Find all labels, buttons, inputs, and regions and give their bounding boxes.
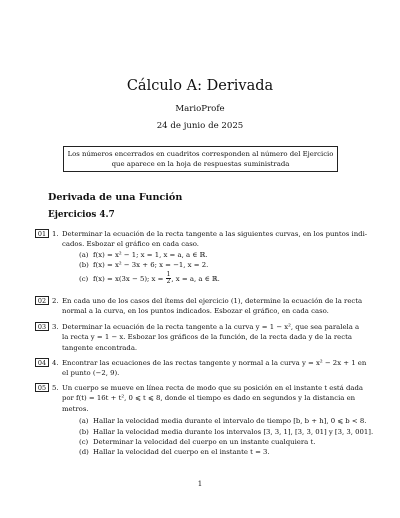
author: MarioProfe	[175, 104, 225, 114]
exercise-3	[35, 322, 365, 353]
exercise-item: (b) Hallar la velocidad media durante los intervalos [3, 3, 1], [3, 3, 01] y [3, 3, 001].	[79, 427, 374, 436]
exercise-number-box: 03	[35, 322, 49, 331]
exercise-line: metros.	[62, 404, 89, 413]
exercise-2	[35, 296, 365, 317]
notice-box	[63, 146, 338, 172]
section-heading: Derivada de una Función	[48, 192, 183, 203]
exercise-items	[79, 416, 374, 458]
exercise-line: tangente encontrada.	[62, 343, 138, 352]
exercise-item: (d) Hallar la velocidad del cuerpo en el instante t = 3.	[79, 448, 270, 457]
exercise-line: 5. Un cuerpo se mueve en línea recta de modo que su posición en el instante t está dada	[52, 384, 364, 392]
fraction: $\frac{1}{2}$	[166, 270, 171, 286]
exercise-item: (a) f(x) = x² − 1; x = 1, x = a, a ∈ ℝ.	[79, 250, 208, 259]
exercise-item: (a) Hallar la velocidad media durante el intervalo de tiempo [b, b + h], 0 ⩽ b < 8.	[79, 417, 367, 426]
page-number: 1	[197, 480, 203, 488]
exercise-line: normal a la curva, en los puntos indicados. Esbozar el gráfico, en cada caso.	[62, 307, 329, 316]
exercise-item: (c) Determinar la velocidad del cuerpo en un instante cualquiera t.	[79, 438, 316, 447]
exercise-number-box: 01	[35, 229, 49, 238]
exercise-line: la recta y = 1 − x. Esbozar los gráficos de la función, de la recta dada y de la recta	[62, 333, 352, 342]
exercise-1	[35, 229, 368, 286]
exercise-items	[79, 250, 365, 286]
notice-line: que aparece en la hoja de respuestas suministrada	[111, 160, 290, 168]
exercise-item: (b) f(x) = x² − 3x + 6; x = −1, x = 2.	[79, 261, 209, 270]
exercise-line: 1. Determinar la ecuación de la recta tangente a las siguientes curvas, en los puntos indi-	[52, 230, 368, 238]
exercise-line: por f(t) = 16t + t², 0 ⩽ t ⩽ 8, donde el tiempo es dado en segundos y la distancia en	[62, 394, 356, 403]
subsection-heading: Ejercicios 4.7	[48, 210, 115, 220]
exercise-4	[35, 358, 365, 379]
date: 24 de junio de 2025	[156, 121, 244, 131]
exercise-number-box: 04	[35, 358, 49, 367]
exercise-line: 2. En cada uno de los casos del ítems del ejercicio (1), determine la ecuación de la recta	[52, 297, 363, 305]
exercise-line: 3. Determinar la ecuación de la recta tangente a la curva y = 1 − x², que sea paralela a	[52, 323, 360, 331]
exercise-number-box: 05	[35, 383, 49, 392]
exercise-line: el punto (−2, 9).	[62, 369, 120, 378]
exercise-line: cados. Esbozar el gráfico en cada caso.	[62, 240, 199, 249]
exercise-line: 4. Encontrar las ecuaciones de las rectas tangente y normal a la curva y = x² − 2x + 1 en	[52, 359, 367, 367]
notice-line: Los números encerrados en cuadritos corresponden al número del Ejercicio	[67, 150, 334, 158]
exercise-number-box: 02	[35, 296, 49, 305]
exercise-item: (c) f(x) = x(3x − 5); x = $\frac{1}{2}$ , x = a, a ∈ ℝ.	[79, 270, 220, 286]
page-title: Cálculo A: Derivada	[126, 78, 274, 94]
exercise-5	[35, 383, 374, 458]
